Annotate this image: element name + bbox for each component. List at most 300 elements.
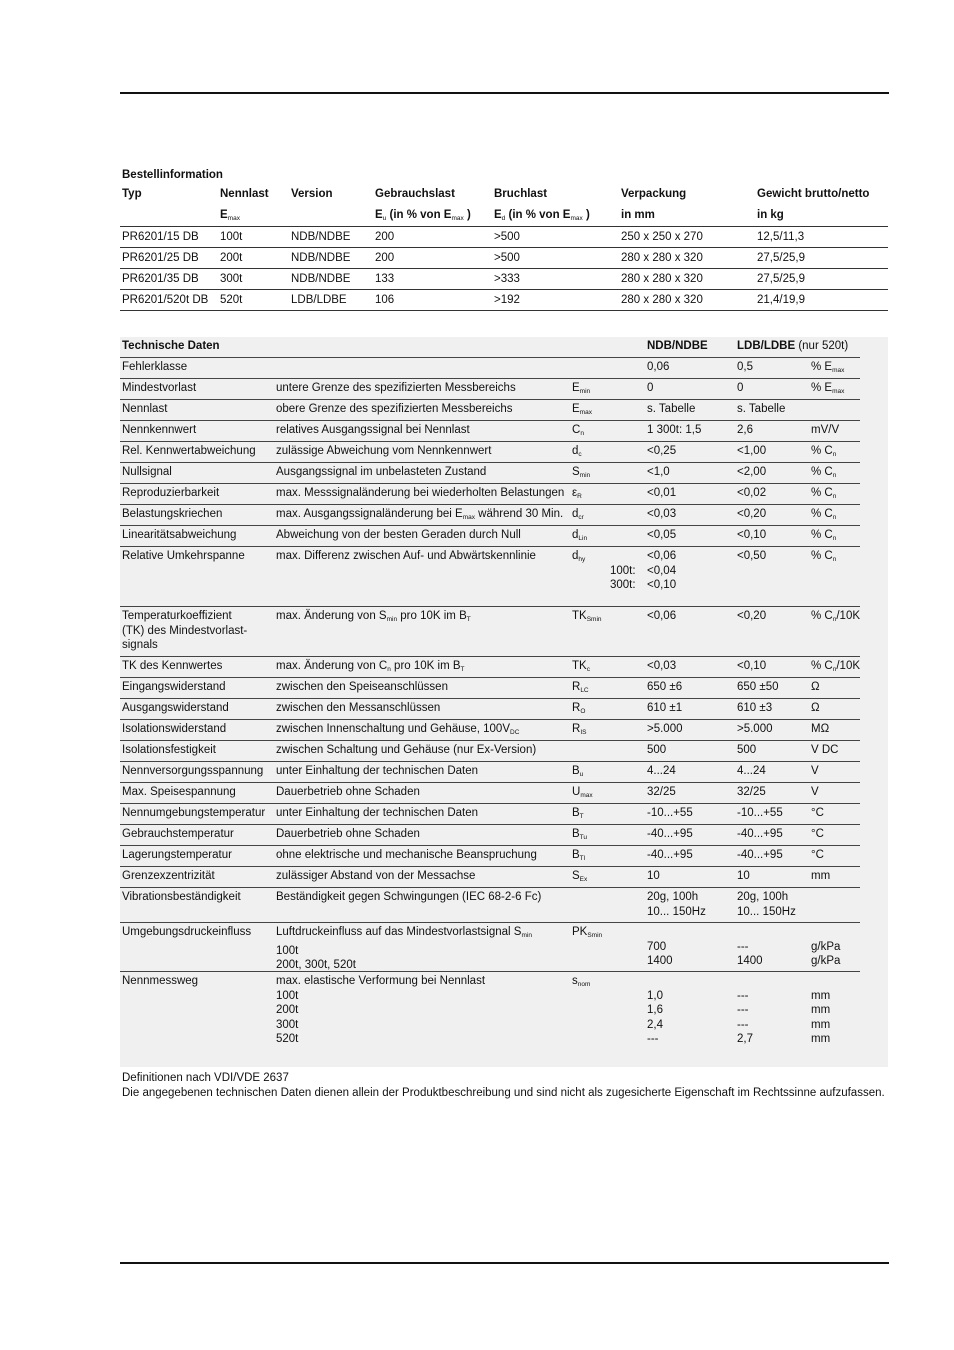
param-symbol bbox=[572, 444, 616, 463]
table-row bbox=[120, 720, 860, 741]
desc-rest: während 30 Min. bbox=[474, 508, 564, 520]
value-unit bbox=[811, 743, 861, 762]
value-ndb: 700 1400 bbox=[647, 940, 673, 967]
value-ldb: <1,00 bbox=[737, 445, 767, 457]
value-unit bbox=[811, 609, 861, 628]
symbol-sub: min bbox=[579, 388, 591, 395]
unit-sub: n bbox=[832, 514, 837, 521]
table-cell: >333 bbox=[494, 273, 520, 285]
table-row bbox=[120, 505, 860, 526]
value-unit bbox=[811, 925, 861, 973]
symbol-sub: hy bbox=[578, 556, 586, 563]
value-ndb: -10...+55 bbox=[647, 807, 693, 819]
unit-text: % C bbox=[811, 445, 833, 457]
desc-text: max. elastische Verformung bei Nennlast 100t 200t 300t 520t bbox=[276, 975, 486, 1045]
param-symbol bbox=[572, 764, 616, 783]
desc-text: max. Messsignaländerung bei wiederholten Belastungen bbox=[276, 487, 565, 499]
value-ldb: 0 bbox=[737, 382, 744, 394]
param-name: Ausgangswiderstand bbox=[122, 702, 229, 714]
symbol-text: d bbox=[572, 445, 579, 457]
param-description bbox=[276, 549, 571, 564]
param-description bbox=[276, 764, 571, 779]
symbol-sub: max bbox=[580, 792, 593, 799]
table-cell: NDB/NDBE bbox=[291, 273, 351, 285]
param-name: Grenzexzentrizität bbox=[122, 870, 215, 882]
unit-text: °C bbox=[811, 849, 824, 861]
table-row bbox=[120, 825, 860, 846]
param-description bbox=[276, 381, 571, 396]
table-row bbox=[120, 923, 860, 972]
symbol-sub: R bbox=[577, 493, 582, 500]
param-symbol bbox=[572, 722, 616, 741]
param-symbol bbox=[572, 701, 616, 720]
param-name: Gebrauchstemperatur bbox=[122, 828, 234, 840]
symbol-text: B bbox=[572, 828, 580, 840]
table-cell: NDB/NDBE bbox=[291, 252, 351, 264]
unit-text: % C bbox=[811, 487, 833, 499]
desc-sub: n bbox=[387, 666, 391, 673]
param-name: Umgebungsdruckeinfluss bbox=[122, 926, 252, 938]
param-symbol bbox=[572, 381, 616, 400]
value-ldb: 610 ±3 bbox=[737, 702, 773, 714]
value-unit bbox=[811, 360, 861, 379]
order-table-subheader bbox=[120, 205, 888, 226]
value-ldb: <0,50 bbox=[737, 550, 767, 562]
param-description bbox=[276, 680, 571, 695]
param-name: Nennversorgungsspannung bbox=[122, 765, 264, 777]
value-unit bbox=[811, 785, 861, 804]
value-unit bbox=[811, 827, 861, 846]
unit-sub: max bbox=[832, 367, 845, 374]
value-ldb: 0,5 bbox=[737, 361, 753, 373]
value-ndb: <0,06 <0,04 <0,10 bbox=[647, 550, 677, 591]
param-description bbox=[276, 743, 571, 758]
value-ndb: <0,01 bbox=[647, 487, 677, 499]
param-name: Max. Speisespannung bbox=[122, 786, 236, 798]
param-description bbox=[276, 486, 571, 501]
param-name: TK des Kennwertes bbox=[122, 660, 223, 672]
param-description bbox=[276, 465, 571, 480]
desc-sub: T bbox=[460, 666, 465, 673]
subheader-bruchlast: $E_d$ (in % von $E_{max}$ ) bbox=[494, 209, 590, 222]
table-row bbox=[120, 289, 888, 311]
symbol-sub: Ex bbox=[579, 876, 588, 883]
desc-text: untere Grenze des spezifizierten Messbereichs bbox=[276, 382, 516, 394]
table-cell: 106 bbox=[375, 294, 395, 306]
unit-text: V DC bbox=[811, 744, 839, 756]
unit-text: % C bbox=[811, 550, 833, 562]
unit-sub: n bbox=[832, 493, 837, 500]
value-ndb: <0,03 bbox=[647, 660, 677, 672]
desc-sub: DC bbox=[510, 729, 520, 736]
desc-text: obere Grenze des spezifizierten Messbereichs bbox=[276, 403, 513, 415]
param-name: Rel. Kennwertabweichung bbox=[122, 445, 256, 457]
table-cell: 200 bbox=[375, 252, 395, 264]
param-symbol bbox=[572, 806, 616, 825]
value-ldb: 32/25 bbox=[737, 786, 766, 798]
symbol-sub: LC bbox=[580, 687, 589, 694]
param-name: Nennkennwert bbox=[122, 424, 197, 436]
value-unit bbox=[811, 659, 861, 678]
table-cell: 250 x 250 x 270 bbox=[621, 231, 703, 243]
param-name: Belastungskriechen bbox=[122, 508, 223, 520]
header-gewicht: Gewicht brutto/netto bbox=[757, 188, 870, 200]
unit-text: V bbox=[811, 786, 819, 798]
unit-rest: /10K bbox=[836, 610, 861, 622]
param-symbol bbox=[572, 609, 616, 628]
unit-text: % C bbox=[811, 529, 833, 541]
table-cell: 300t bbox=[220, 273, 243, 285]
table-cell: >500 bbox=[494, 252, 520, 264]
unit-text: g/kPa g/kPa bbox=[811, 940, 841, 967]
table-cell: >192 bbox=[494, 294, 520, 306]
param-description bbox=[276, 785, 571, 800]
desc-rest: pro 10K im B bbox=[397, 610, 467, 622]
value-ldb: <0,20 bbox=[737, 610, 767, 622]
table-cell: 133 bbox=[375, 273, 395, 285]
value-ndb: <0,03 bbox=[647, 508, 677, 520]
table-row bbox=[120, 442, 860, 463]
table-row bbox=[120, 463, 860, 484]
unit-text: °C bbox=[811, 807, 824, 819]
table-row bbox=[120, 484, 860, 505]
desc-sub: T bbox=[466, 616, 471, 623]
desc-text: Dauerbetrieb ohne Schaden bbox=[276, 786, 420, 798]
symbol-text: s bbox=[572, 975, 578, 987]
param-name: Fehlerklasse bbox=[122, 361, 188, 373]
value-ldb: s. Tabelle bbox=[737, 403, 786, 415]
table-cell: 27,5/25,9 bbox=[757, 273, 805, 285]
symbol-text: B bbox=[572, 765, 580, 777]
param-symbol bbox=[572, 925, 616, 944]
param-description bbox=[276, 402, 571, 417]
param-name: Nennumgebungstemperatur bbox=[122, 807, 266, 819]
value-ndb: -40...+95 bbox=[647, 828, 693, 840]
table-cell: PR6201/15 DB bbox=[122, 231, 199, 243]
order-table bbox=[120, 166, 888, 311]
symbol-text: d bbox=[572, 508, 579, 520]
param-name: Nullsignal bbox=[122, 466, 172, 478]
symbol-sub: n bbox=[580, 430, 584, 437]
desc-rest: 100t 200t, 300t, 520t bbox=[276, 944, 356, 971]
table-cell: PR6201/25 DB bbox=[122, 252, 199, 264]
tech-data-body bbox=[120, 358, 860, 1052]
value-unit bbox=[811, 465, 861, 484]
value-ndb: >5.000 bbox=[647, 723, 683, 735]
header-nennlast: Nennlast bbox=[220, 188, 269, 200]
symbol-text: d bbox=[572, 529, 579, 541]
symbol-text: R bbox=[572, 723, 581, 735]
table-row bbox=[120, 657, 860, 678]
param-description bbox=[276, 848, 571, 863]
param-description bbox=[276, 722, 571, 741]
param-name: Nennmessweg bbox=[122, 975, 199, 987]
param-name: Vibrationsbeständigkeit bbox=[122, 891, 241, 903]
table-row bbox=[120, 972, 860, 1052]
param-name: Reproduzierbarkeit bbox=[122, 487, 220, 499]
desc-rest: pro 10K im B bbox=[390, 660, 461, 672]
symbol-sub: Tu bbox=[579, 834, 588, 841]
value-ndb: 0 bbox=[647, 382, 654, 394]
symbol-text: R bbox=[572, 702, 581, 714]
value-ndb: s. Tabelle bbox=[647, 403, 696, 415]
value-unit bbox=[811, 764, 861, 783]
param-symbol bbox=[572, 528, 616, 547]
param-symbol bbox=[572, 486, 616, 505]
order-table-title: Bestellinformation bbox=[122, 169, 223, 181]
value-ndb: <0,25 bbox=[647, 445, 677, 457]
value-unit bbox=[811, 806, 861, 825]
param-name: Linearitätsabweichung bbox=[122, 529, 237, 541]
symbol-sub: Lin bbox=[578, 535, 588, 542]
value-ldb: <0,10 bbox=[737, 529, 767, 541]
table-row bbox=[120, 762, 860, 783]
value-ldb: <0,20 bbox=[737, 508, 767, 520]
header-version: Version bbox=[291, 188, 333, 200]
symbol-sub: O bbox=[580, 708, 586, 715]
symbol-text: C bbox=[572, 424, 581, 436]
value-ndb: 1 300t: 1,5 bbox=[647, 424, 702, 436]
desc-text: zulässiger Abstand von der Messachse bbox=[276, 870, 476, 882]
value-ndb: 1,0 1,6 2,4 --- bbox=[647, 989, 663, 1045]
value-ndb: 610 ±1 bbox=[647, 702, 683, 714]
table-cell: NDB/NDBE bbox=[291, 231, 351, 243]
param-symbol bbox=[572, 827, 616, 846]
unit-text: Ω bbox=[811, 681, 820, 693]
value-ndb: 0,06 bbox=[647, 361, 670, 373]
desc-text: zwischen den Speiseanschlüssen bbox=[276, 681, 448, 693]
symbol-sub: Smin bbox=[587, 932, 603, 939]
unit-sub: n bbox=[832, 556, 837, 563]
value-ndb: 10 bbox=[647, 870, 660, 882]
param-description bbox=[276, 925, 571, 973]
order-table-header bbox=[120, 184, 888, 205]
param-symbol bbox=[572, 423, 616, 442]
unit-rest: /10K bbox=[836, 660, 861, 672]
table-row bbox=[120, 547, 860, 607]
param-description bbox=[276, 423, 571, 438]
symbol-sub: c bbox=[586, 666, 590, 673]
table-row bbox=[120, 888, 860, 923]
value-ldb: 10 bbox=[737, 870, 750, 882]
param-name: Relative Umkehrspanne bbox=[122, 550, 245, 562]
desc-text: max. Änderung von C bbox=[276, 660, 388, 672]
desc-text: Abweichung von der besten Geraden durch Null bbox=[276, 529, 521, 541]
value-unit bbox=[811, 423, 861, 442]
unit-sub: n bbox=[832, 472, 837, 479]
table-row bbox=[120, 783, 860, 804]
desc-text: unter Einhaltung der technischen Daten bbox=[276, 807, 479, 819]
table-cell: 280 x 280 x 320 bbox=[621, 252, 703, 264]
table-row bbox=[120, 607, 860, 657]
subheader-verpackung: in mm bbox=[621, 209, 655, 221]
footnote bbox=[122, 1071, 902, 1101]
unit-text: mm bbox=[811, 870, 831, 882]
desc-text: zwischen den Messanschlüssen bbox=[276, 702, 441, 714]
header-gebrauchslast: Gebrauchslast bbox=[375, 188, 455, 200]
value-ldb: -40...+95 bbox=[737, 828, 783, 840]
table-cell: PR6201/35 DB bbox=[122, 273, 199, 285]
desc-text: ohne elektrische und mechanische Beanspruchung bbox=[276, 849, 537, 861]
value-unit bbox=[811, 528, 861, 547]
value-ndb: 650 ±6 bbox=[647, 681, 683, 693]
value-unit bbox=[811, 486, 861, 505]
param-description bbox=[276, 444, 571, 459]
order-table-body bbox=[120, 226, 888, 311]
table-row bbox=[120, 400, 860, 421]
table-row bbox=[120, 699, 860, 720]
tech-data-title: Technische Daten bbox=[122, 340, 220, 352]
unit-text: % C bbox=[811, 610, 833, 622]
param-symbol bbox=[572, 465, 616, 484]
param-name: Isolationsfestigkeit bbox=[122, 744, 216, 756]
value-ldb: --- 1400 bbox=[737, 940, 763, 967]
desc-text: max. Änderung von S bbox=[276, 610, 387, 622]
table-cell: 21,4/19,9 bbox=[757, 294, 805, 306]
unit-sub: n bbox=[832, 616, 837, 623]
table-cell: 200t bbox=[220, 252, 243, 264]
unit-text: MΩ bbox=[811, 723, 830, 735]
value-ndb: -40...+95 bbox=[647, 849, 693, 861]
unit-text: % E bbox=[811, 382, 833, 394]
symbol-text: TK bbox=[572, 610, 587, 622]
value-ldb: >5.000 bbox=[737, 723, 773, 735]
value-unit bbox=[811, 701, 861, 720]
desc-text: relatives Ausgangssignal bei Nennlast bbox=[276, 424, 470, 436]
param-description bbox=[276, 528, 571, 543]
param-description bbox=[276, 806, 571, 821]
param-symbol bbox=[572, 869, 616, 888]
bottom-rule bbox=[120, 1262, 889, 1264]
param-description bbox=[276, 701, 571, 716]
unit-sub: n bbox=[832, 451, 837, 458]
header-bruchlast: Bruchlast bbox=[494, 188, 548, 200]
table-row bbox=[120, 268, 888, 289]
symbol-text: ε bbox=[572, 487, 578, 499]
table-cell: 520t bbox=[220, 294, 243, 306]
unit-sub: n bbox=[832, 535, 837, 542]
symbol-text: E bbox=[572, 382, 580, 394]
top-rule bbox=[120, 92, 889, 94]
subheader-nennlast: $E_{max}$ bbox=[220, 209, 240, 222]
symbol-sub: u bbox=[579, 771, 584, 778]
symbol-text: PK bbox=[572, 926, 588, 938]
param-name: Eingangswiderstand bbox=[122, 681, 226, 693]
symbol-text: d bbox=[572, 550, 579, 562]
param-symbol bbox=[572, 974, 616, 993]
table-row bbox=[120, 804, 860, 825]
value-ldb: 650 ±50 bbox=[737, 681, 779, 693]
value-unit bbox=[811, 848, 861, 867]
symbol-sub: IS bbox=[580, 729, 587, 736]
subheader-gewicht: in kg bbox=[757, 209, 784, 221]
value-ldb: <0,02 bbox=[737, 487, 767, 499]
desc-text: Ausgangssignal im unbelasteten Zustand bbox=[276, 466, 487, 478]
table-row bbox=[120, 526, 860, 547]
param-name: Mindestvorlast bbox=[122, 382, 197, 394]
table-cell: >500 bbox=[494, 231, 520, 243]
value-ndb: <1,0 bbox=[647, 466, 670, 478]
unit-text: mm mm mm mm bbox=[811, 989, 831, 1045]
desc-text: Dauerbetrieb ohne Schaden bbox=[276, 828, 420, 840]
symbol-text: B bbox=[572, 849, 580, 861]
desc-text: max. Differenz zwischen Auf- und Abwärtskennlinie bbox=[276, 550, 536, 562]
table-row bbox=[120, 867, 860, 888]
desc-text: max. Ausgangssignaländerung bei E bbox=[276, 508, 463, 520]
symbol-text: E bbox=[572, 403, 580, 415]
desc-sub: min bbox=[521, 932, 532, 939]
value-ldb: 2,6 bbox=[737, 424, 753, 436]
desc-text: unter Einhaltung der technischen Daten bbox=[276, 765, 479, 777]
desc-text: Luftdruckeinfluss auf das Mindestvorlastsignal S bbox=[276, 926, 522, 938]
symbol-sub: max bbox=[579, 409, 592, 416]
desc-sub: max bbox=[462, 514, 475, 521]
table-row bbox=[120, 247, 888, 268]
param-symbol bbox=[572, 848, 616, 867]
table-row bbox=[120, 421, 860, 442]
symbol-text: S bbox=[572, 466, 580, 478]
footnote-definitions: Definitionen nach VDI/VDE 2637 bbox=[122, 1072, 289, 1084]
desc-text: zulässige Abweichung vom Nennkennwert bbox=[276, 445, 492, 457]
unit-sub: n bbox=[832, 666, 837, 673]
value-unit bbox=[811, 381, 861, 400]
tech-col-ndb: NDB/NDBE bbox=[647, 340, 708, 352]
param-symbol bbox=[572, 507, 616, 526]
value-ldb: 4...24 bbox=[737, 765, 766, 777]
param-description bbox=[276, 890, 571, 905]
param-symbol bbox=[572, 659, 616, 678]
unit-text: mV/V bbox=[811, 424, 840, 436]
param-description bbox=[276, 869, 571, 884]
value-ndb: <0,05 bbox=[647, 529, 677, 541]
unit-sub: max bbox=[832, 388, 845, 395]
table-cell: 280 x 280 x 320 bbox=[621, 294, 703, 306]
param-name: Isolationswiderstand bbox=[122, 723, 227, 735]
desc-sub: min bbox=[386, 616, 398, 623]
table-row bbox=[120, 379, 860, 400]
unit-text: °C bbox=[811, 828, 824, 840]
unit-text: % E bbox=[811, 361, 833, 373]
symbol-sub: T bbox=[579, 813, 584, 820]
unit-text: V bbox=[811, 765, 819, 777]
table-cell: 27,5/25,9 bbox=[757, 252, 805, 264]
value-unit bbox=[811, 974, 861, 1051]
unit-text: Ω bbox=[811, 702, 820, 714]
param-name: Lagerungstemperatur bbox=[122, 849, 232, 861]
table-row bbox=[120, 358, 860, 379]
symbol-text: B bbox=[572, 807, 580, 819]
value-unit bbox=[811, 444, 861, 463]
subheader-gebrauchslast: $E_u$ (in % von $E_{max}$ ) bbox=[375, 209, 471, 222]
symbol-sub: Tl bbox=[579, 855, 586, 862]
table-cell: LDB/LDBE bbox=[291, 294, 347, 306]
symbol-sub: Smin bbox=[586, 616, 602, 623]
param-description bbox=[276, 507, 571, 526]
unit-text: % C bbox=[811, 466, 833, 478]
value-ldb: <0,10 bbox=[737, 660, 767, 672]
table-cell: 12,5/11,3 bbox=[757, 231, 805, 243]
symbol-text: TK bbox=[572, 660, 587, 672]
param-symbol bbox=[572, 785, 616, 804]
tech-data-table bbox=[120, 337, 860, 1052]
symbol-sub: cr bbox=[578, 514, 584, 521]
header-typ: Typ bbox=[122, 188, 142, 200]
param-name: Nennlast bbox=[122, 403, 168, 415]
table-row bbox=[120, 226, 888, 247]
value-ldb: -40...+95 bbox=[737, 849, 783, 861]
value-ndb: 20g, 100h 10... 150Hz bbox=[647, 891, 706, 918]
param-description bbox=[276, 609, 571, 628]
